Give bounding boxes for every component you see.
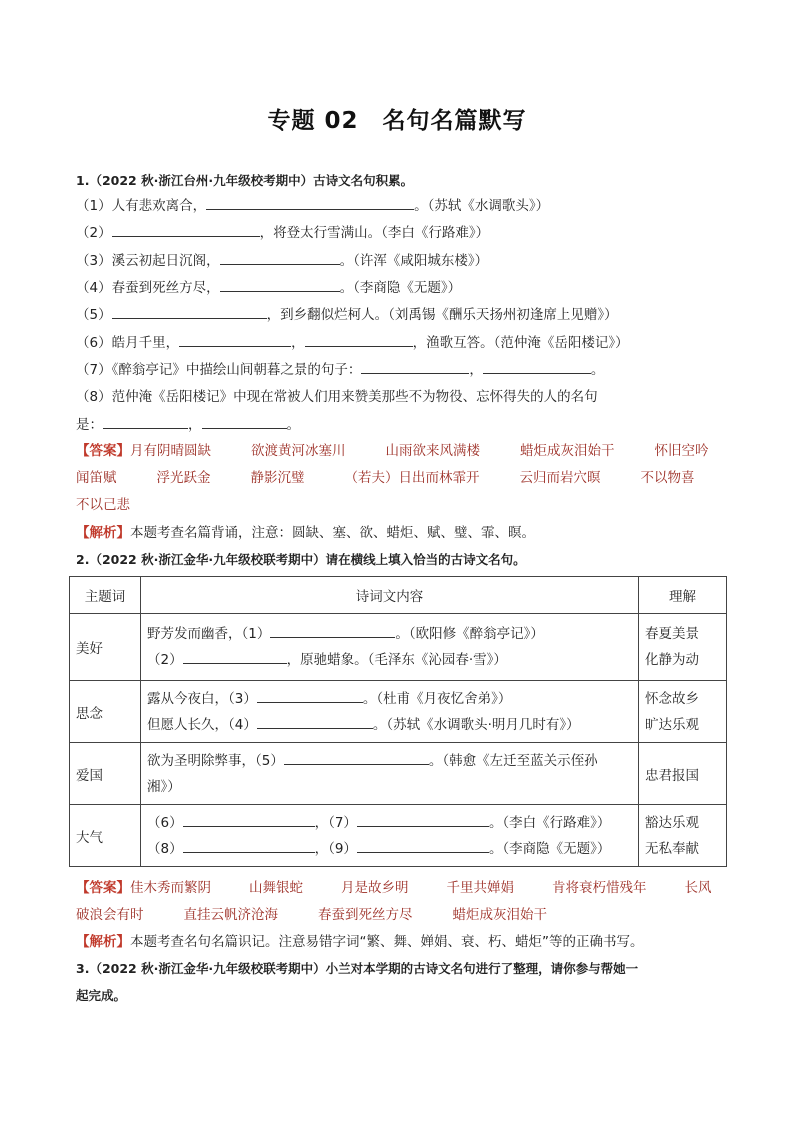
answer-blank[interactable] bbox=[483, 360, 591, 374]
q1-answer-line-2: 闻笛赋 浮光跃金 静影沉璧 （若夫）日出而林霏开 云归而岩穴暝 不以物喜 bbox=[76, 470, 695, 486]
answer-blank[interactable] bbox=[179, 333, 291, 347]
answer-blank[interactable] bbox=[103, 415, 188, 429]
q2-table bbox=[69, 576, 727, 867]
answer-blank[interactable] bbox=[202, 415, 287, 429]
q1-item-4: （4）春蚕到死丝方尽， 。（李商隐《无题》） bbox=[76, 280, 462, 296]
table-row bbox=[70, 805, 727, 867]
q1-item-6: （6）皓月千里， ， ，渔歌互答。（范仲淹《岳阳楼记》） bbox=[76, 335, 629, 351]
understanding-cell: 豁达乐观 无私奉献 bbox=[639, 805, 727, 867]
header-understanding: 理解 bbox=[639, 577, 727, 614]
answer-blank[interactable] bbox=[357, 813, 489, 827]
theme-cell: 大气 bbox=[70, 805, 141, 867]
theme-cell: 思念 bbox=[70, 681, 141, 743]
answer-blank[interactable] bbox=[220, 278, 340, 292]
answer-blank[interactable] bbox=[284, 751, 429, 765]
answer-blank[interactable] bbox=[183, 650, 287, 664]
answer-blank[interactable] bbox=[206, 196, 414, 210]
q1-item-7: （7）《醉翁亭记》中描绘山间朝暮之景的句子： ， 。 bbox=[76, 362, 605, 378]
understanding-cell: 怀念故乡 旷达乐观 bbox=[639, 681, 727, 743]
answer-blank[interactable] bbox=[270, 624, 395, 638]
q1-answer-line-3: 不以己悲 bbox=[76, 497, 130, 513]
content-cell: 露从今夜白，（3） 。（杜甫《月夜忆舍弟》） 但愿人长久，（4） 。（苏轼《水调歌头·明月几时有》） bbox=[141, 681, 639, 743]
q1-item-8: （8）范仲淹《岳阳楼记》中现在常被人们用来赞美那些不为物役、忘怀得失的人的名句 bbox=[76, 389, 598, 405]
answer-blank[interactable] bbox=[305, 333, 413, 347]
answer-blank[interactable] bbox=[183, 813, 315, 827]
answer-blank[interactable] bbox=[112, 305, 267, 319]
answer-blank[interactable] bbox=[183, 839, 315, 853]
q1-heading: 1.（2022 秋·浙江台州·九年级校考期中）古诗文名句积累。 bbox=[76, 173, 414, 188]
table-header-row bbox=[70, 577, 727, 614]
content-cell: 野芳发而幽香，（1） 。（欧阳修《醉翁亭记》） （2） ，原驰蜡象。（毛泽东《沁园春·雪》） bbox=[141, 614, 639, 681]
content-cell: （6） ，（7） 。（李白《行路难》） （8） ，（9） 。（李商隐《无题》） bbox=[141, 805, 639, 867]
q2-heading: 2.（2022 秋·浙江金华·九年级校联考期中）请在横线上填入恰当的古诗文名句。 bbox=[76, 552, 526, 567]
q3-heading-cont: 起完成。 bbox=[76, 988, 127, 1003]
answer-blank[interactable] bbox=[112, 223, 260, 237]
answer-blank[interactable] bbox=[257, 689, 363, 703]
header-theme: 主题词 bbox=[70, 577, 141, 614]
content-cell: 欲为圣明除弊事，（5） 。（韩愈《左迁至蓝关示侄孙 湘》） bbox=[141, 743, 639, 805]
q1-item-2: （2） ，将登太行雪满山。（李白《行路难》） bbox=[76, 225, 490, 241]
page-title: 专题 02 名句名篇默写 bbox=[267, 108, 527, 134]
answer-blank[interactable] bbox=[220, 251, 340, 265]
q1-analysis: 【解析】本题考查名篇背诵，注意：圆缺、塞、欲、蜡炬、赋、璧、霏、暝。 bbox=[76, 525, 535, 541]
answer-blank[interactable] bbox=[257, 715, 373, 729]
q3-heading: 3.（2022 秋·浙江金华·九年级校联考期中）小兰对本学期的古诗文名句进行了整理，请你参与帮她一 bbox=[76, 961, 639, 976]
table-row bbox=[70, 681, 727, 743]
table-row bbox=[70, 743, 727, 805]
q1-item-5: （5） ，到乡翻似烂柯人。（刘禹锡《酬乐天扬州初逢席上见赠》） bbox=[76, 307, 618, 323]
understanding-cell: 忠君报国 bbox=[639, 743, 727, 805]
answer-blank[interactable] bbox=[357, 839, 489, 853]
q2-answer-line-1: 【答案】佳木秀而繁阴 山舞银蛇 月是故乡明 千里共婵娟 肯将衰朽惜残年 长风 bbox=[76, 880, 712, 896]
theme-cell: 爱国 bbox=[70, 743, 141, 805]
q1-item-8-cont: 是： ， 。 bbox=[76, 417, 300, 433]
q1-answer-line-1: 【答案】月有阴晴圆缺 欲渡黄河冰塞川 山雨欲来风满楼 蜡炬成灰泪始干 怀旧空吟 bbox=[76, 443, 709, 459]
q1-item-1: （1）人有悲欢离合， 。（苏轼《水调歌头》） bbox=[76, 198, 550, 214]
q2-analysis: 【解析】本题考查名句名篇识记。注意易错字词“繁、舞、婵娟、衰、朽、蜡炬”等的正确书写。 bbox=[76, 934, 644, 950]
header-content: 诗词文内容 bbox=[141, 577, 639, 614]
answer-blank[interactable] bbox=[361, 360, 469, 374]
table-row bbox=[70, 614, 727, 681]
understanding-cell: 春夏美景 化静为动 bbox=[639, 614, 727, 681]
q1-item-3: （3）溪云初起日沉阁， 。（许浑《咸阳城东楼》） bbox=[76, 253, 489, 269]
q2-answer-line-2: 破浪会有时 直挂云帆济沧海 春蚕到死丝方尽 蜡炬成灰泪始干 bbox=[76, 907, 547, 923]
theme-cell: 美好 bbox=[70, 614, 141, 681]
